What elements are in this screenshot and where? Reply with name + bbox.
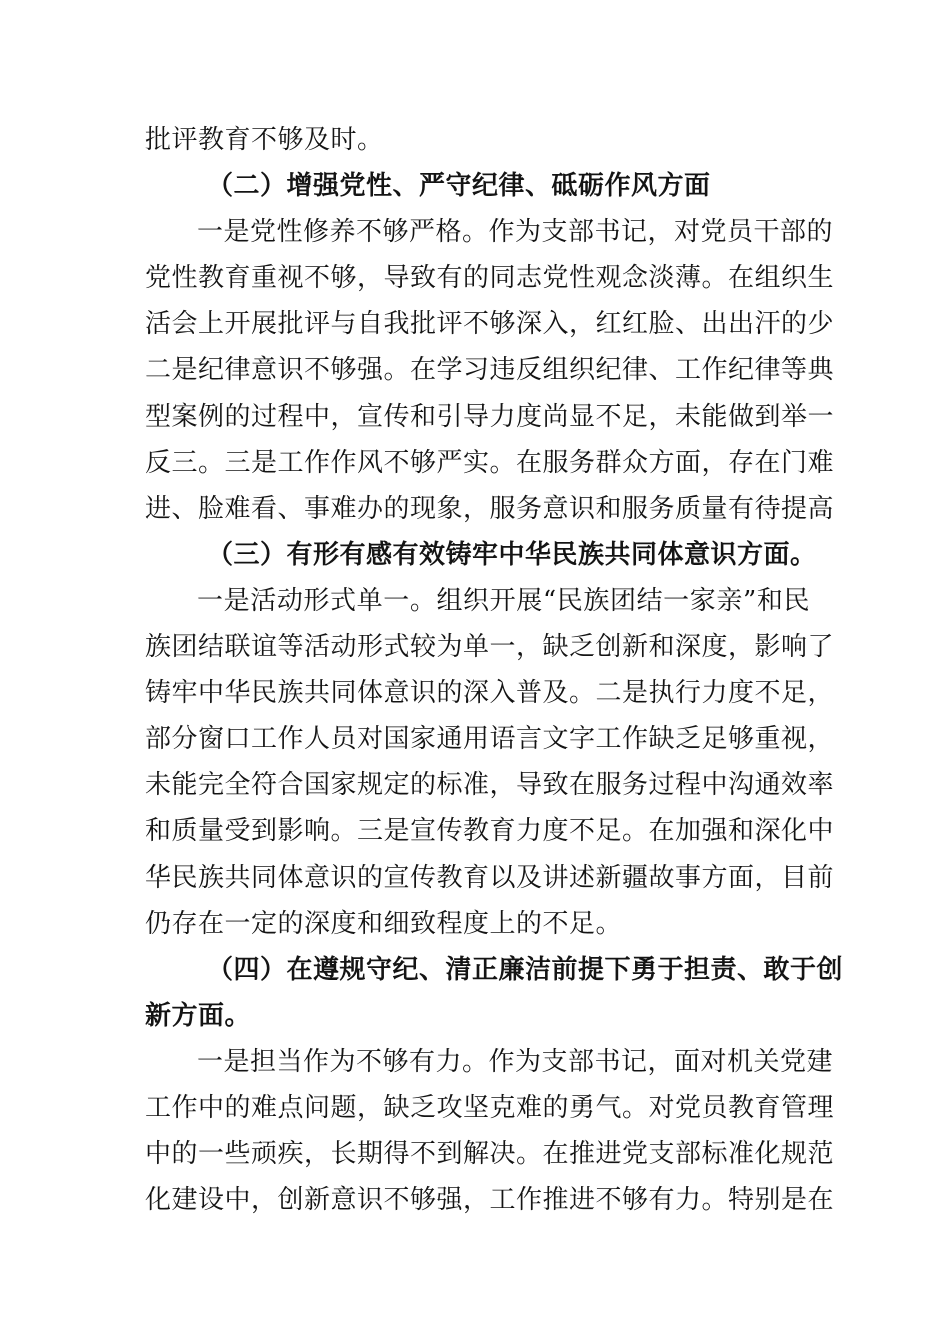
paragraph-line: 二是纪律意识不够强。在学习违反组织纪律、工作纪律等典: [145, 355, 835, 386]
paragraph-line: 批评教育不够及时。: [145, 125, 384, 155]
paragraph-line: 化建设中，创新意识不够强，工作推进不够有力。特别是在: [145, 1185, 835, 1216]
paragraph-line: 进、脸难看、事难办的现象，服务意识和服务质量有待提高: [145, 493, 835, 524]
paragraph-line: 一是担当作为不够有力。作为支部书记，面对机关党建: [197, 1046, 834, 1077]
paragraph-line: 华民族共同体意识的宣传教育以及讲述新疆故事方面，目前: [145, 862, 835, 893]
paragraph-line: 反三。三是工作作风不够严实。在服务群众方面，存在门难: [145, 447, 835, 478]
paragraph-line: 和质量受到影响。三是宣传教育力度不足。在加强和深化中: [145, 816, 835, 847]
section-heading-4-continued: 新方面。: [145, 1000, 252, 1031]
document-body: [145, 117, 844, 1223]
paragraph-line: 一是活动形式单一。组织开展“民族团结一家亲”和民: [197, 585, 810, 616]
paragraph-line: 型案例的过程中，宣传和引导力度尚显不足，未能做到举一: [145, 401, 835, 432]
paragraph-line: 工作中的难点问题，缺乏攻坚克难的勇气。对党员教育管理: [145, 1092, 835, 1123]
paragraph-line: 活会上开展批评与自我批评不够深入，红红脸、出出汗的少: [145, 309, 835, 340]
paragraph-line: 族团结联谊等活动形式较为单一，缺乏创新和深度，影响了: [145, 632, 835, 663]
section-heading-4: （四）在遵规守纪、清正廉洁前提下勇于担责、敢于创: [207, 954, 844, 985]
section-heading-3: （三）有形有感有效铸牢中华民族共同体意识方面。: [207, 539, 817, 570]
paragraph-line: 铸牢中华民族共同体意识的深入普及。二是执行力度不足，: [145, 678, 835, 709]
paragraph-line: 一是党性修养不够严格。作为支部书记，对党员干部的: [197, 217, 834, 248]
paragraph-line: 党性教育重视不够，导致有的同志党性观念淡薄。在组织生: [145, 263, 835, 294]
paragraph-line: 中的一些顽疾，长期得不到解决。在推进党支部标准化规范: [145, 1139, 835, 1170]
paragraph-line: 部分窗口工作人员对国家通用语言文字工作缺乏足够重视，: [145, 724, 835, 755]
paragraph-line: 仍存在一定的深度和细致程度上的不足。: [145, 908, 623, 939]
section-heading-2: （二）增强党性、严守纪律、砥砺作风方面: [207, 171, 711, 202]
paragraph-line: 未能完全符合国家规定的标准，导致在服务过程中沟通效率: [145, 770, 835, 801]
